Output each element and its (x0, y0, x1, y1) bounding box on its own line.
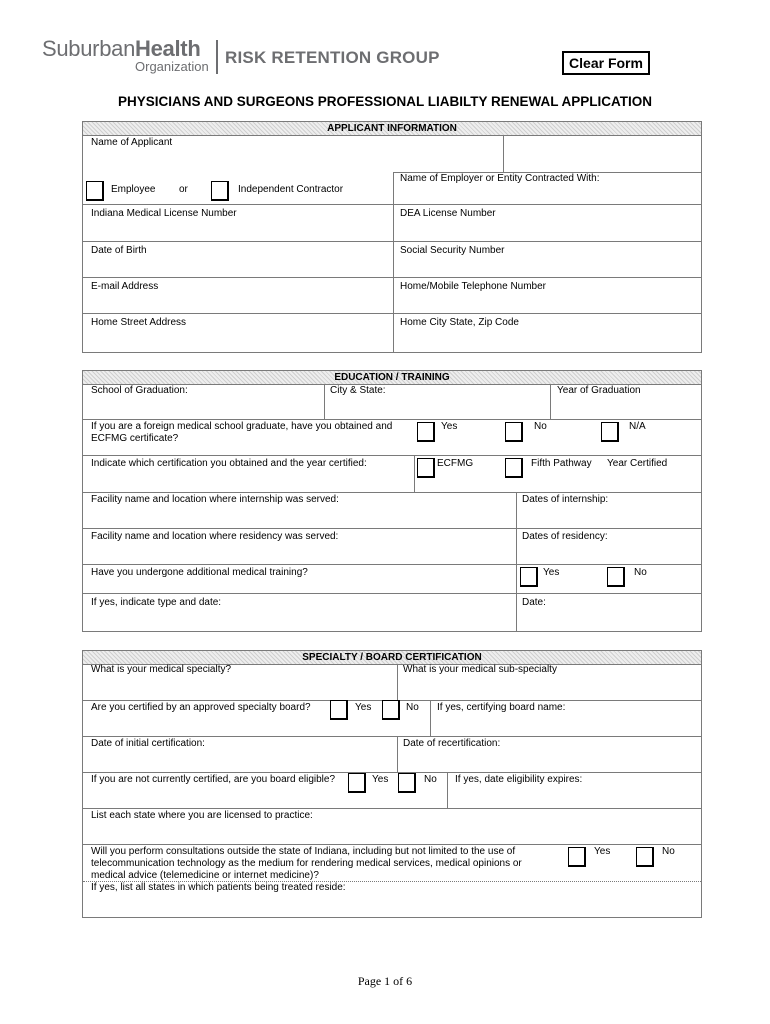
ecfmg-no-label: No (534, 421, 547, 432)
date-label: Date: (522, 597, 546, 608)
brand-sub: Organization (135, 59, 209, 74)
divider (430, 700, 431, 736)
consult-no-label: No (662, 846, 675, 857)
residency-label: Facility name and location where residency was served: (91, 531, 339, 542)
divider (516, 492, 517, 632)
specialty-label: What is your medical specialty? (91, 664, 232, 675)
ecfmg-checkbox[interactable] (417, 458, 435, 478)
divider (414, 455, 415, 492)
internship-dates-label: Dates of internship: (522, 494, 609, 505)
independent-contractor-label: Independent Contractor (238, 184, 344, 195)
ecfmg-yes-label: Yes (441, 421, 458, 432)
divider (83, 492, 701, 493)
foreign-graduate-question: If you are a foreign medical school graduate, have you obtained and ECFMG certificate? (91, 421, 393, 444)
initial-certification-label: Date of initial certification: (91, 738, 205, 749)
divider (83, 455, 701, 456)
eligible-no-checkbox[interactable] (398, 773, 416, 793)
certified-no-checkbox[interactable] (382, 700, 400, 720)
divider (393, 172, 394, 353)
school-label: School of Graduation: (91, 385, 188, 396)
ecfmg-no-checkbox[interactable] (505, 422, 523, 442)
additional-yes-label: Yes (543, 567, 560, 578)
specialty-header: SPECIALTY / BOARD CERTIFICATION (83, 651, 701, 665)
divider (83, 204, 701, 205)
independent-contractor-checkbox[interactable] (211, 181, 229, 201)
divider (83, 772, 701, 773)
additional-no-checkbox[interactable] (607, 567, 625, 587)
consult-yes-checkbox[interactable] (568, 847, 586, 867)
divider (83, 241, 701, 242)
certified-yes-checkbox[interactable] (330, 700, 348, 720)
divider (324, 384, 325, 419)
divider (83, 313, 701, 314)
brand-group: RISK RETENTION GROUP (225, 48, 440, 67)
divider (83, 419, 701, 420)
specialty-section (82, 650, 702, 918)
ecfmg-label: ECFMG (437, 458, 474, 469)
form-title: PHYSICIANS AND SURGEONS PROFESSIONAL LIABILTY RENEWAL APPLICATION (117, 94, 653, 109)
divider (83, 528, 701, 529)
phone-label: Home/Mobile Telephone Number (400, 281, 547, 292)
year-graduation-label: Year of Graduation (557, 385, 641, 396)
page-number: Page 1 of 6 (357, 974, 413, 988)
certification-question: Indicate which certification you obtained and the year certified: (91, 458, 367, 469)
divider (397, 664, 398, 700)
indiana-license-label: Indiana Medical License Number (91, 208, 237, 219)
ecfmg-na-label: N/A (629, 421, 646, 432)
consultation-question: Will you perform consultations outside the state of Indiana, including but not limited to the use of telecommunication technology as the medium for rendering medical services, medical opinions or medical advice (telemedicine or internet medicine)? (91, 846, 522, 881)
email-label: E-mail Address (91, 281, 159, 292)
dea-license-label: DEA License Number (400, 208, 496, 219)
year-certified-label: Year Certified (607, 458, 668, 469)
board-certified-question: Are you certified by an approved specialty board? (91, 702, 311, 713)
brand-name-bold: Health (135, 36, 201, 61)
consult-yes-label: Yes (594, 846, 611, 857)
brand-name-light: Suburban (42, 36, 136, 61)
certified-no-label: No (406, 702, 419, 713)
internship-label: Facility name and location where internship was served: (91, 494, 339, 505)
fifth-pathway-label: Fifth Pathway (531, 458, 592, 469)
divider (397, 736, 398, 772)
dob-label: Date of Birth (91, 245, 147, 256)
street-label: Home Street Address (91, 317, 187, 328)
employer-label: Name of Employer or Entity Contracted With: (400, 173, 600, 184)
board-eligible-question: If you are not currently certified, are you board eligible? (91, 774, 336, 785)
patient-states-label: If yes, list all states in which patients being treated reside: (91, 882, 346, 893)
divider (83, 593, 701, 594)
sub-specialty-label: What is your medical sub-specialty (403, 664, 557, 675)
ssn-label: Social Security Number (400, 245, 505, 256)
clear-form-button[interactable]: Clear Form (562, 51, 650, 75)
divider (503, 135, 504, 172)
divider (550, 384, 551, 419)
name-of-applicant-label: Name of Applicant (91, 137, 173, 148)
applicant-header: APPLICANT INFORMATION (83, 122, 701, 136)
divider (447, 772, 448, 808)
licensed-states-label: List each state where you are licensed to practice: (91, 810, 313, 821)
additional-training-question: Have you undergone additional medical training? (91, 567, 308, 578)
board-name-label: If yes, certifying board name: (437, 702, 566, 713)
city-state-zip-label: Home City State, Zip Code (400, 317, 519, 328)
consult-no-checkbox[interactable] (636, 847, 654, 867)
certified-yes-label: Yes (355, 702, 372, 713)
divider (83, 277, 701, 278)
recertification-label: Date of recertification: (403, 738, 501, 749)
fifth-pathway-checkbox[interactable] (505, 458, 523, 478)
city-state-label: City & State: (330, 385, 386, 396)
divider (83, 808, 701, 809)
residency-dates-label: Dates of residency: (522, 531, 608, 542)
divider (83, 844, 701, 845)
ecfmg-na-checkbox[interactable] (601, 422, 619, 442)
eligible-no-label: No (424, 774, 437, 785)
employee-checkbox[interactable] (86, 181, 104, 201)
divider (83, 564, 701, 565)
additional-yes-checkbox[interactable] (520, 567, 538, 587)
eligibility-expires-label: If yes, date eligibility expires: (455, 774, 583, 785)
type-date-label: If yes, indicate type and date: (91, 597, 222, 608)
ecfmg-yes-checkbox[interactable] (417, 422, 435, 442)
applicant-section (82, 121, 702, 353)
education-header: EDUCATION / TRAINING (83, 371, 701, 385)
additional-no-label: No (634, 567, 647, 578)
education-section (82, 370, 702, 632)
employee-label: Employee (111, 184, 156, 195)
divider (83, 736, 701, 737)
or-label: or (179, 184, 188, 195)
eligible-yes-checkbox[interactable] (348, 773, 366, 793)
eligible-yes-label: Yes (372, 774, 389, 785)
logo-divider (216, 40, 218, 74)
